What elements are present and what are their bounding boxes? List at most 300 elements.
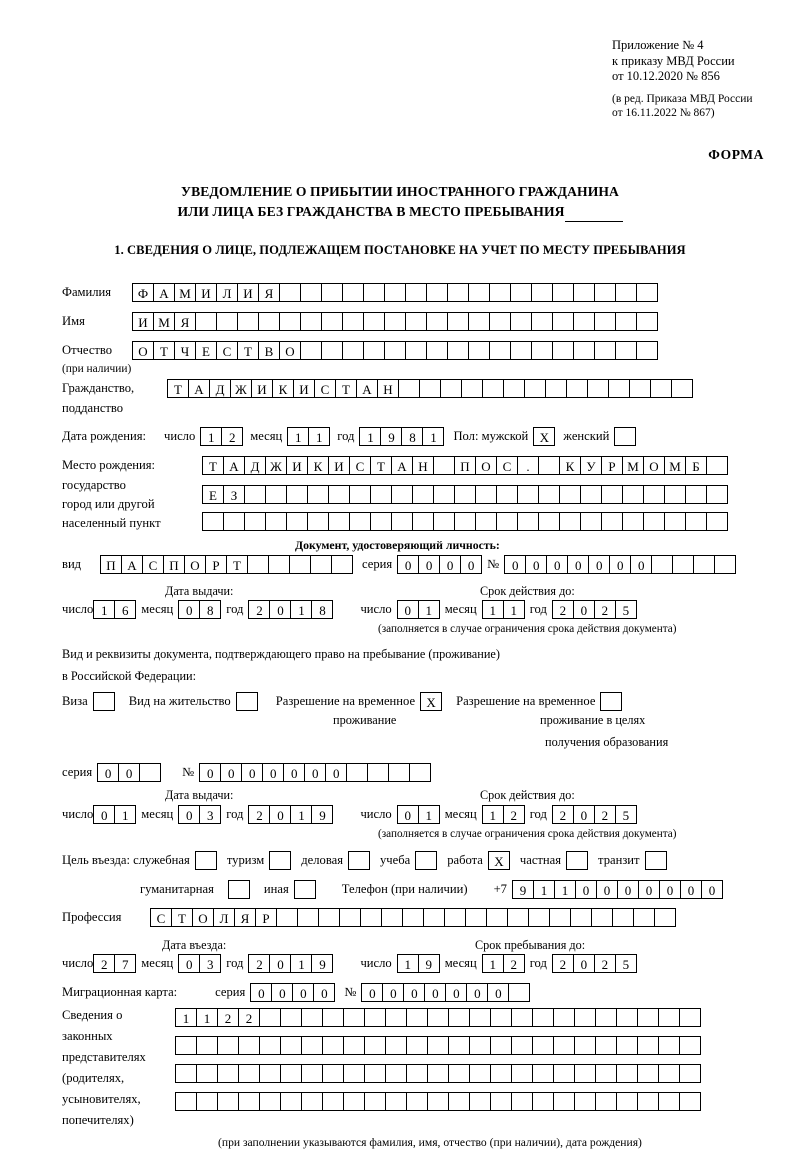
char-cell[interactable] <box>636 341 658 360</box>
char-cell[interactable] <box>654 908 676 927</box>
char-cell[interactable] <box>552 283 574 302</box>
char-cell[interactable] <box>679 1008 701 1027</box>
char-cell[interactable]: 2 <box>552 954 574 973</box>
char-cell[interactable] <box>706 485 728 504</box>
char-cell[interactable] <box>258 312 280 331</box>
char-cell[interactable]: 5 <box>615 954 637 973</box>
char-cell[interactable] <box>531 341 553 360</box>
char-cell[interactable] <box>448 1064 470 1083</box>
char-cell[interactable] <box>343 1092 365 1111</box>
char-cell[interactable]: 8 <box>311 600 333 619</box>
char-cell[interactable] <box>175 1036 197 1055</box>
char-cell[interactable]: С <box>150 908 172 927</box>
char-cell[interactable]: 1 <box>290 600 312 619</box>
char-cell[interactable] <box>693 555 715 574</box>
migration-number-input[interactable] <box>361 983 529 1002</box>
char-cell[interactable]: 0 <box>361 983 383 1002</box>
char-cell[interactable] <box>322 1092 344 1111</box>
char-cell[interactable] <box>310 555 332 574</box>
permit-issue-day-input[interactable] <box>93 805 135 824</box>
char-cell[interactable] <box>469 1064 491 1083</box>
char-cell[interactable] <box>636 283 658 302</box>
char-cell[interactable]: 0 <box>199 763 221 782</box>
char-cell[interactable] <box>615 312 637 331</box>
char-cell[interactable] <box>672 555 694 574</box>
char-cell[interactable] <box>363 341 385 360</box>
char-cell[interactable] <box>490 1036 512 1055</box>
char-cell[interactable] <box>385 1092 407 1111</box>
char-cell[interactable]: 1 <box>554 880 576 899</box>
char-cell[interactable] <box>406 1036 428 1055</box>
char-cell[interactable] <box>517 512 539 531</box>
char-cell[interactable] <box>475 512 497 531</box>
char-cell[interactable]: Р <box>255 908 277 927</box>
char-cell[interactable] <box>427 1008 449 1027</box>
char-cell[interactable] <box>685 512 707 531</box>
char-cell[interactable] <box>465 908 487 927</box>
char-cell[interactable] <box>574 1008 596 1027</box>
char-cell[interactable]: О <box>279 341 301 360</box>
birthplace-input-row3[interactable] <box>202 512 727 531</box>
char-cell[interactable] <box>175 1064 197 1083</box>
char-cell[interactable]: Ж <box>230 379 252 398</box>
char-cell[interactable]: Я <box>234 908 256 927</box>
char-cell[interactable] <box>486 908 508 927</box>
char-cell[interactable]: 2 <box>503 954 525 973</box>
char-cell[interactable]: 0 <box>97 763 119 782</box>
char-cell[interactable] <box>658 1064 680 1083</box>
char-cell[interactable] <box>216 312 238 331</box>
char-cell[interactable] <box>622 512 644 531</box>
char-cell[interactable] <box>616 1008 638 1027</box>
representatives-input-row-1[interactable] <box>175 1008 700 1027</box>
char-cell[interactable]: 2 <box>503 805 525 824</box>
char-cell[interactable]: 0 <box>269 600 291 619</box>
char-cell[interactable] <box>328 485 350 504</box>
char-cell[interactable]: 0 <box>292 983 314 1002</box>
purpose-private-checkbox[interactable] <box>566 851 588 870</box>
identity-valid-month-input[interactable] <box>482 600 524 619</box>
char-cell[interactable]: 0 <box>418 555 440 574</box>
char-cell[interactable] <box>322 1064 344 1083</box>
char-cell[interactable]: О <box>132 341 154 360</box>
char-cell[interactable] <box>595 1036 617 1055</box>
char-cell[interactable]: 0 <box>573 805 595 824</box>
char-cell[interactable]: 1 <box>418 600 440 619</box>
purpose-work-checkbox[interactable]: X <box>488 851 510 870</box>
char-cell[interactable] <box>384 312 406 331</box>
char-cell[interactable]: Т <box>153 341 175 360</box>
char-cell[interactable]: Д <box>209 379 231 398</box>
char-cell[interactable]: 2 <box>248 954 270 973</box>
char-cell[interactable]: 0 <box>575 880 597 899</box>
char-cell[interactable]: К <box>307 456 329 475</box>
char-cell[interactable] <box>321 341 343 360</box>
char-cell[interactable] <box>637 1092 659 1111</box>
char-cell[interactable]: 0 <box>439 555 461 574</box>
char-cell[interactable] <box>552 312 574 331</box>
char-cell[interactable] <box>384 283 406 302</box>
char-cell[interactable] <box>426 283 448 302</box>
char-cell[interactable] <box>553 1008 575 1027</box>
char-cell[interactable] <box>580 512 602 531</box>
char-cell[interactable] <box>532 1064 554 1083</box>
char-cell[interactable]: И <box>237 283 259 302</box>
char-cell[interactable]: 0 <box>424 983 446 1002</box>
char-cell[interactable]: Д <box>244 456 266 475</box>
char-cell[interactable]: 2 <box>594 805 616 824</box>
entry-day-input[interactable] <box>93 954 135 973</box>
char-cell[interactable] <box>475 485 497 504</box>
char-cell[interactable]: 1 <box>482 600 504 619</box>
char-cell[interactable] <box>633 908 655 927</box>
char-cell[interactable] <box>265 485 287 504</box>
char-cell[interactable] <box>385 1008 407 1027</box>
char-cell[interactable]: К <box>272 379 294 398</box>
char-cell[interactable]: 0 <box>262 763 284 782</box>
char-cell[interactable]: А <box>188 379 210 398</box>
char-cell[interactable]: 0 <box>638 880 660 899</box>
identity-number-input[interactable] <box>504 555 735 574</box>
char-cell[interactable]: С <box>496 456 518 475</box>
char-cell[interactable] <box>363 312 385 331</box>
char-cell[interactable] <box>433 456 455 475</box>
char-cell[interactable]: А <box>121 555 143 574</box>
char-cell[interactable] <box>545 379 567 398</box>
char-cell[interactable] <box>636 312 658 331</box>
char-cell[interactable] <box>489 283 511 302</box>
char-cell[interactable]: 0 <box>250 983 272 1002</box>
char-cell[interactable]: Б <box>685 456 707 475</box>
char-cell[interactable] <box>265 512 287 531</box>
char-cell[interactable]: 2 <box>217 1008 239 1027</box>
char-cell[interactable] <box>328 512 350 531</box>
surname-input[interactable] <box>132 283 657 302</box>
char-cell[interactable] <box>511 1064 533 1083</box>
char-cell[interactable]: 1 <box>93 600 115 619</box>
char-cell[interactable] <box>573 341 595 360</box>
char-cell[interactable] <box>244 512 266 531</box>
char-cell[interactable]: 0 <box>588 555 610 574</box>
char-cell[interactable]: Т <box>370 456 392 475</box>
char-cell[interactable] <box>427 1064 449 1083</box>
char-cell[interactable] <box>280 1008 302 1027</box>
char-cell[interactable]: О <box>184 555 206 574</box>
char-cell[interactable] <box>276 908 298 927</box>
char-cell[interactable] <box>405 312 427 331</box>
permit-valid-year-input[interactable] <box>552 805 636 824</box>
char-cell[interactable]: 0 <box>525 555 547 574</box>
char-cell[interactable]: 0 <box>445 983 467 1002</box>
char-cell[interactable] <box>454 485 476 504</box>
char-cell[interactable] <box>259 1036 281 1055</box>
char-cell[interactable]: В <box>258 341 280 360</box>
char-cell[interactable] <box>447 312 469 331</box>
char-cell[interactable]: М <box>622 456 644 475</box>
char-cell[interactable]: 1 <box>200 427 222 446</box>
profession-input[interactable] <box>150 908 675 927</box>
char-cell[interactable] <box>367 763 389 782</box>
char-cell[interactable] <box>196 1092 218 1111</box>
char-cell[interactable] <box>615 283 637 302</box>
char-cell[interactable] <box>616 1092 638 1111</box>
char-cell[interactable] <box>714 555 736 574</box>
char-cell[interactable] <box>503 379 525 398</box>
char-cell[interactable]: . <box>517 456 539 475</box>
char-cell[interactable] <box>342 283 364 302</box>
char-cell[interactable]: 0 <box>546 555 568 574</box>
char-cell[interactable]: 9 <box>311 805 333 824</box>
char-cell[interactable] <box>268 555 290 574</box>
char-cell[interactable] <box>601 485 623 504</box>
identity-issue-year-input[interactable] <box>248 600 332 619</box>
char-cell[interactable] <box>685 485 707 504</box>
char-cell[interactable] <box>601 512 623 531</box>
char-cell[interactable]: 0 <box>617 880 639 899</box>
char-cell[interactable] <box>349 512 371 531</box>
purpose-business-checkbox[interactable] <box>348 851 370 870</box>
char-cell[interactable] <box>643 512 665 531</box>
char-cell[interactable]: Т <box>335 379 357 398</box>
char-cell[interactable] <box>490 1064 512 1083</box>
char-cell[interactable]: М <box>174 283 196 302</box>
char-cell[interactable] <box>364 1008 386 1027</box>
char-cell[interactable] <box>616 1036 638 1055</box>
char-cell[interactable]: 1 <box>290 805 312 824</box>
char-cell[interactable] <box>343 1008 365 1027</box>
char-cell[interactable] <box>511 1036 533 1055</box>
sex-male-checkbox[interactable]: X <box>533 427 555 446</box>
char-cell[interactable] <box>658 1036 680 1055</box>
birthplace-input-row1[interactable] <box>202 456 727 475</box>
char-cell[interactable] <box>349 485 371 504</box>
char-cell[interactable] <box>468 283 490 302</box>
char-cell[interactable]: У <box>580 456 602 475</box>
char-cell[interactable] <box>259 1092 281 1111</box>
char-cell[interactable] <box>300 312 322 331</box>
identity-type-input[interactable] <box>100 555 352 574</box>
char-cell[interactable]: И <box>286 456 308 475</box>
char-cell[interactable] <box>553 1036 575 1055</box>
char-cell[interactable] <box>427 1092 449 1111</box>
char-cell[interactable] <box>363 283 385 302</box>
char-cell[interactable] <box>664 485 686 504</box>
char-cell[interactable]: 1 <box>422 427 444 446</box>
char-cell[interactable]: П <box>163 555 185 574</box>
char-cell[interactable]: 2 <box>93 954 115 973</box>
char-cell[interactable]: А <box>356 379 378 398</box>
char-cell[interactable]: 0 <box>567 555 589 574</box>
char-cell[interactable] <box>307 512 329 531</box>
char-cell[interactable] <box>637 1008 659 1027</box>
char-cell[interactable] <box>517 485 539 504</box>
char-cell[interactable] <box>552 341 574 360</box>
char-cell[interactable] <box>658 1092 680 1111</box>
char-cell[interactable]: 5 <box>615 600 637 619</box>
char-cell[interactable] <box>559 485 581 504</box>
permit-valid-day-input[interactable] <box>397 805 439 824</box>
char-cell[interactable]: И <box>328 456 350 475</box>
char-cell[interactable] <box>223 512 245 531</box>
char-cell[interactable]: И <box>293 379 315 398</box>
char-cell[interactable]: 0 <box>573 954 595 973</box>
char-cell[interactable] <box>469 1036 491 1055</box>
char-cell[interactable] <box>679 1036 701 1055</box>
char-cell[interactable] <box>426 341 448 360</box>
char-cell[interactable]: 6 <box>114 600 136 619</box>
char-cell[interactable]: 1 <box>175 1008 197 1027</box>
char-cell[interactable]: Т <box>202 456 224 475</box>
char-cell[interactable] <box>595 1092 617 1111</box>
char-cell[interactable]: С <box>142 555 164 574</box>
char-cell[interactable]: С <box>216 341 238 360</box>
char-cell[interactable] <box>532 1008 554 1027</box>
char-cell[interactable] <box>433 512 455 531</box>
char-cell[interactable]: 0 <box>701 880 723 899</box>
identity-issue-day-input[interactable] <box>93 600 135 619</box>
char-cell[interactable] <box>706 512 728 531</box>
char-cell[interactable]: Н <box>377 379 399 398</box>
char-cell[interactable] <box>553 1064 575 1083</box>
char-cell[interactable]: 0 <box>178 954 200 973</box>
char-cell[interactable] <box>553 1092 575 1111</box>
char-cell[interactable]: 0 <box>403 983 425 1002</box>
char-cell[interactable] <box>594 312 616 331</box>
char-cell[interactable]: О <box>475 456 497 475</box>
char-cell[interactable] <box>318 908 340 927</box>
char-cell[interactable]: 1 <box>308 427 330 446</box>
char-cell[interactable]: А <box>391 456 413 475</box>
char-cell[interactable] <box>297 908 319 927</box>
char-cell[interactable] <box>391 512 413 531</box>
char-cell[interactable]: 0 <box>397 555 419 574</box>
char-cell[interactable]: 0 <box>325 763 347 782</box>
birth-month-input[interactable] <box>287 427 329 446</box>
char-cell[interactable] <box>658 1008 680 1027</box>
char-cell[interactable]: К <box>559 456 581 475</box>
char-cell[interactable] <box>139 763 161 782</box>
char-cell[interactable] <box>346 763 368 782</box>
char-cell[interactable] <box>531 312 553 331</box>
char-cell[interactable] <box>259 1008 281 1027</box>
char-cell[interactable] <box>322 1036 344 1055</box>
char-cell[interactable] <box>370 512 392 531</box>
char-cell[interactable] <box>574 1064 596 1083</box>
char-cell[interactable] <box>706 456 728 475</box>
char-cell[interactable] <box>574 1036 596 1055</box>
char-cell[interactable]: 1 <box>114 805 136 824</box>
char-cell[interactable] <box>384 341 406 360</box>
char-cell[interactable] <box>391 485 413 504</box>
char-cell[interactable] <box>468 341 490 360</box>
char-cell[interactable] <box>637 1064 659 1083</box>
char-cell[interactable]: 3 <box>199 805 221 824</box>
char-cell[interactable]: Ф <box>132 283 154 302</box>
char-cell[interactable]: 0 <box>269 954 291 973</box>
char-cell[interactable] <box>370 485 392 504</box>
char-cell[interactable] <box>217 1092 239 1111</box>
char-cell[interactable] <box>195 312 217 331</box>
char-cell[interactable] <box>594 341 616 360</box>
patronymic-input[interactable] <box>132 341 657 360</box>
char-cell[interactable]: П <box>454 456 476 475</box>
char-cell[interactable]: 0 <box>487 983 509 1002</box>
char-cell[interactable] <box>405 341 427 360</box>
char-cell[interactable]: М <box>664 456 686 475</box>
char-cell[interactable]: 1 <box>359 427 381 446</box>
char-cell[interactable] <box>301 1036 323 1055</box>
permit-number-input[interactable] <box>199 763 430 782</box>
identity-series-input[interactable] <box>397 555 481 574</box>
char-cell[interactable]: 0 <box>178 805 200 824</box>
char-cell[interactable] <box>490 1092 512 1111</box>
representatives-input-row-4[interactable] <box>175 1092 700 1111</box>
char-cell[interactable]: 0 <box>271 983 293 1002</box>
char-cell[interactable]: О <box>643 456 665 475</box>
char-cell[interactable]: 9 <box>380 427 402 446</box>
purpose-study-checkbox[interactable] <box>415 851 437 870</box>
char-cell[interactable]: 8 <box>199 600 221 619</box>
char-cell[interactable] <box>381 908 403 927</box>
char-cell[interactable] <box>280 1092 302 1111</box>
char-cell[interactable]: М <box>153 312 175 331</box>
char-cell[interactable] <box>402 908 424 927</box>
char-cell[interactable] <box>217 1036 239 1055</box>
char-cell[interactable] <box>574 1092 596 1111</box>
char-cell[interactable] <box>587 379 609 398</box>
purpose-transit-checkbox[interactable] <box>645 851 667 870</box>
char-cell[interactable]: 0 <box>397 805 419 824</box>
char-cell[interactable] <box>406 1092 428 1111</box>
char-cell[interactable]: 8 <box>401 427 423 446</box>
char-cell[interactable] <box>629 379 651 398</box>
char-cell[interactable] <box>343 1036 365 1055</box>
char-cell[interactable] <box>595 1008 617 1027</box>
char-cell[interactable] <box>447 283 469 302</box>
citizenship-input[interactable] <box>167 379 692 398</box>
char-cell[interactable] <box>616 1064 638 1083</box>
char-cell[interactable] <box>238 1064 260 1083</box>
char-cell[interactable]: А <box>153 283 175 302</box>
char-cell[interactable] <box>406 1008 428 1027</box>
char-cell[interactable]: И <box>132 312 154 331</box>
char-cell[interactable] <box>343 1064 365 1083</box>
char-cell[interactable] <box>469 1008 491 1027</box>
representatives-input-row-2[interactable] <box>175 1036 700 1055</box>
char-cell[interactable] <box>573 312 595 331</box>
permit-residence-checkbox[interactable] <box>236 692 258 711</box>
entry-year-input[interactable] <box>248 954 332 973</box>
char-cell[interactable]: Т <box>226 555 248 574</box>
char-cell[interactable]: Я <box>174 312 196 331</box>
purpose-tourism-checkbox[interactable] <box>269 851 291 870</box>
char-cell[interactable] <box>238 1036 260 1055</box>
char-cell[interactable]: 0 <box>382 983 404 1002</box>
char-cell[interactable]: 0 <box>609 555 631 574</box>
char-cell[interactable] <box>279 283 301 302</box>
stay-year-input[interactable] <box>552 954 636 973</box>
char-cell[interactable] <box>538 456 560 475</box>
char-cell[interactable]: 5 <box>615 805 637 824</box>
char-cell[interactable] <box>238 1092 260 1111</box>
char-cell[interactable] <box>538 512 560 531</box>
char-cell[interactable] <box>528 908 550 927</box>
char-cell[interactable]: 2 <box>552 805 574 824</box>
char-cell[interactable] <box>507 908 529 927</box>
char-cell[interactable] <box>300 283 322 302</box>
char-cell[interactable] <box>364 1064 386 1083</box>
char-cell[interactable] <box>496 512 518 531</box>
